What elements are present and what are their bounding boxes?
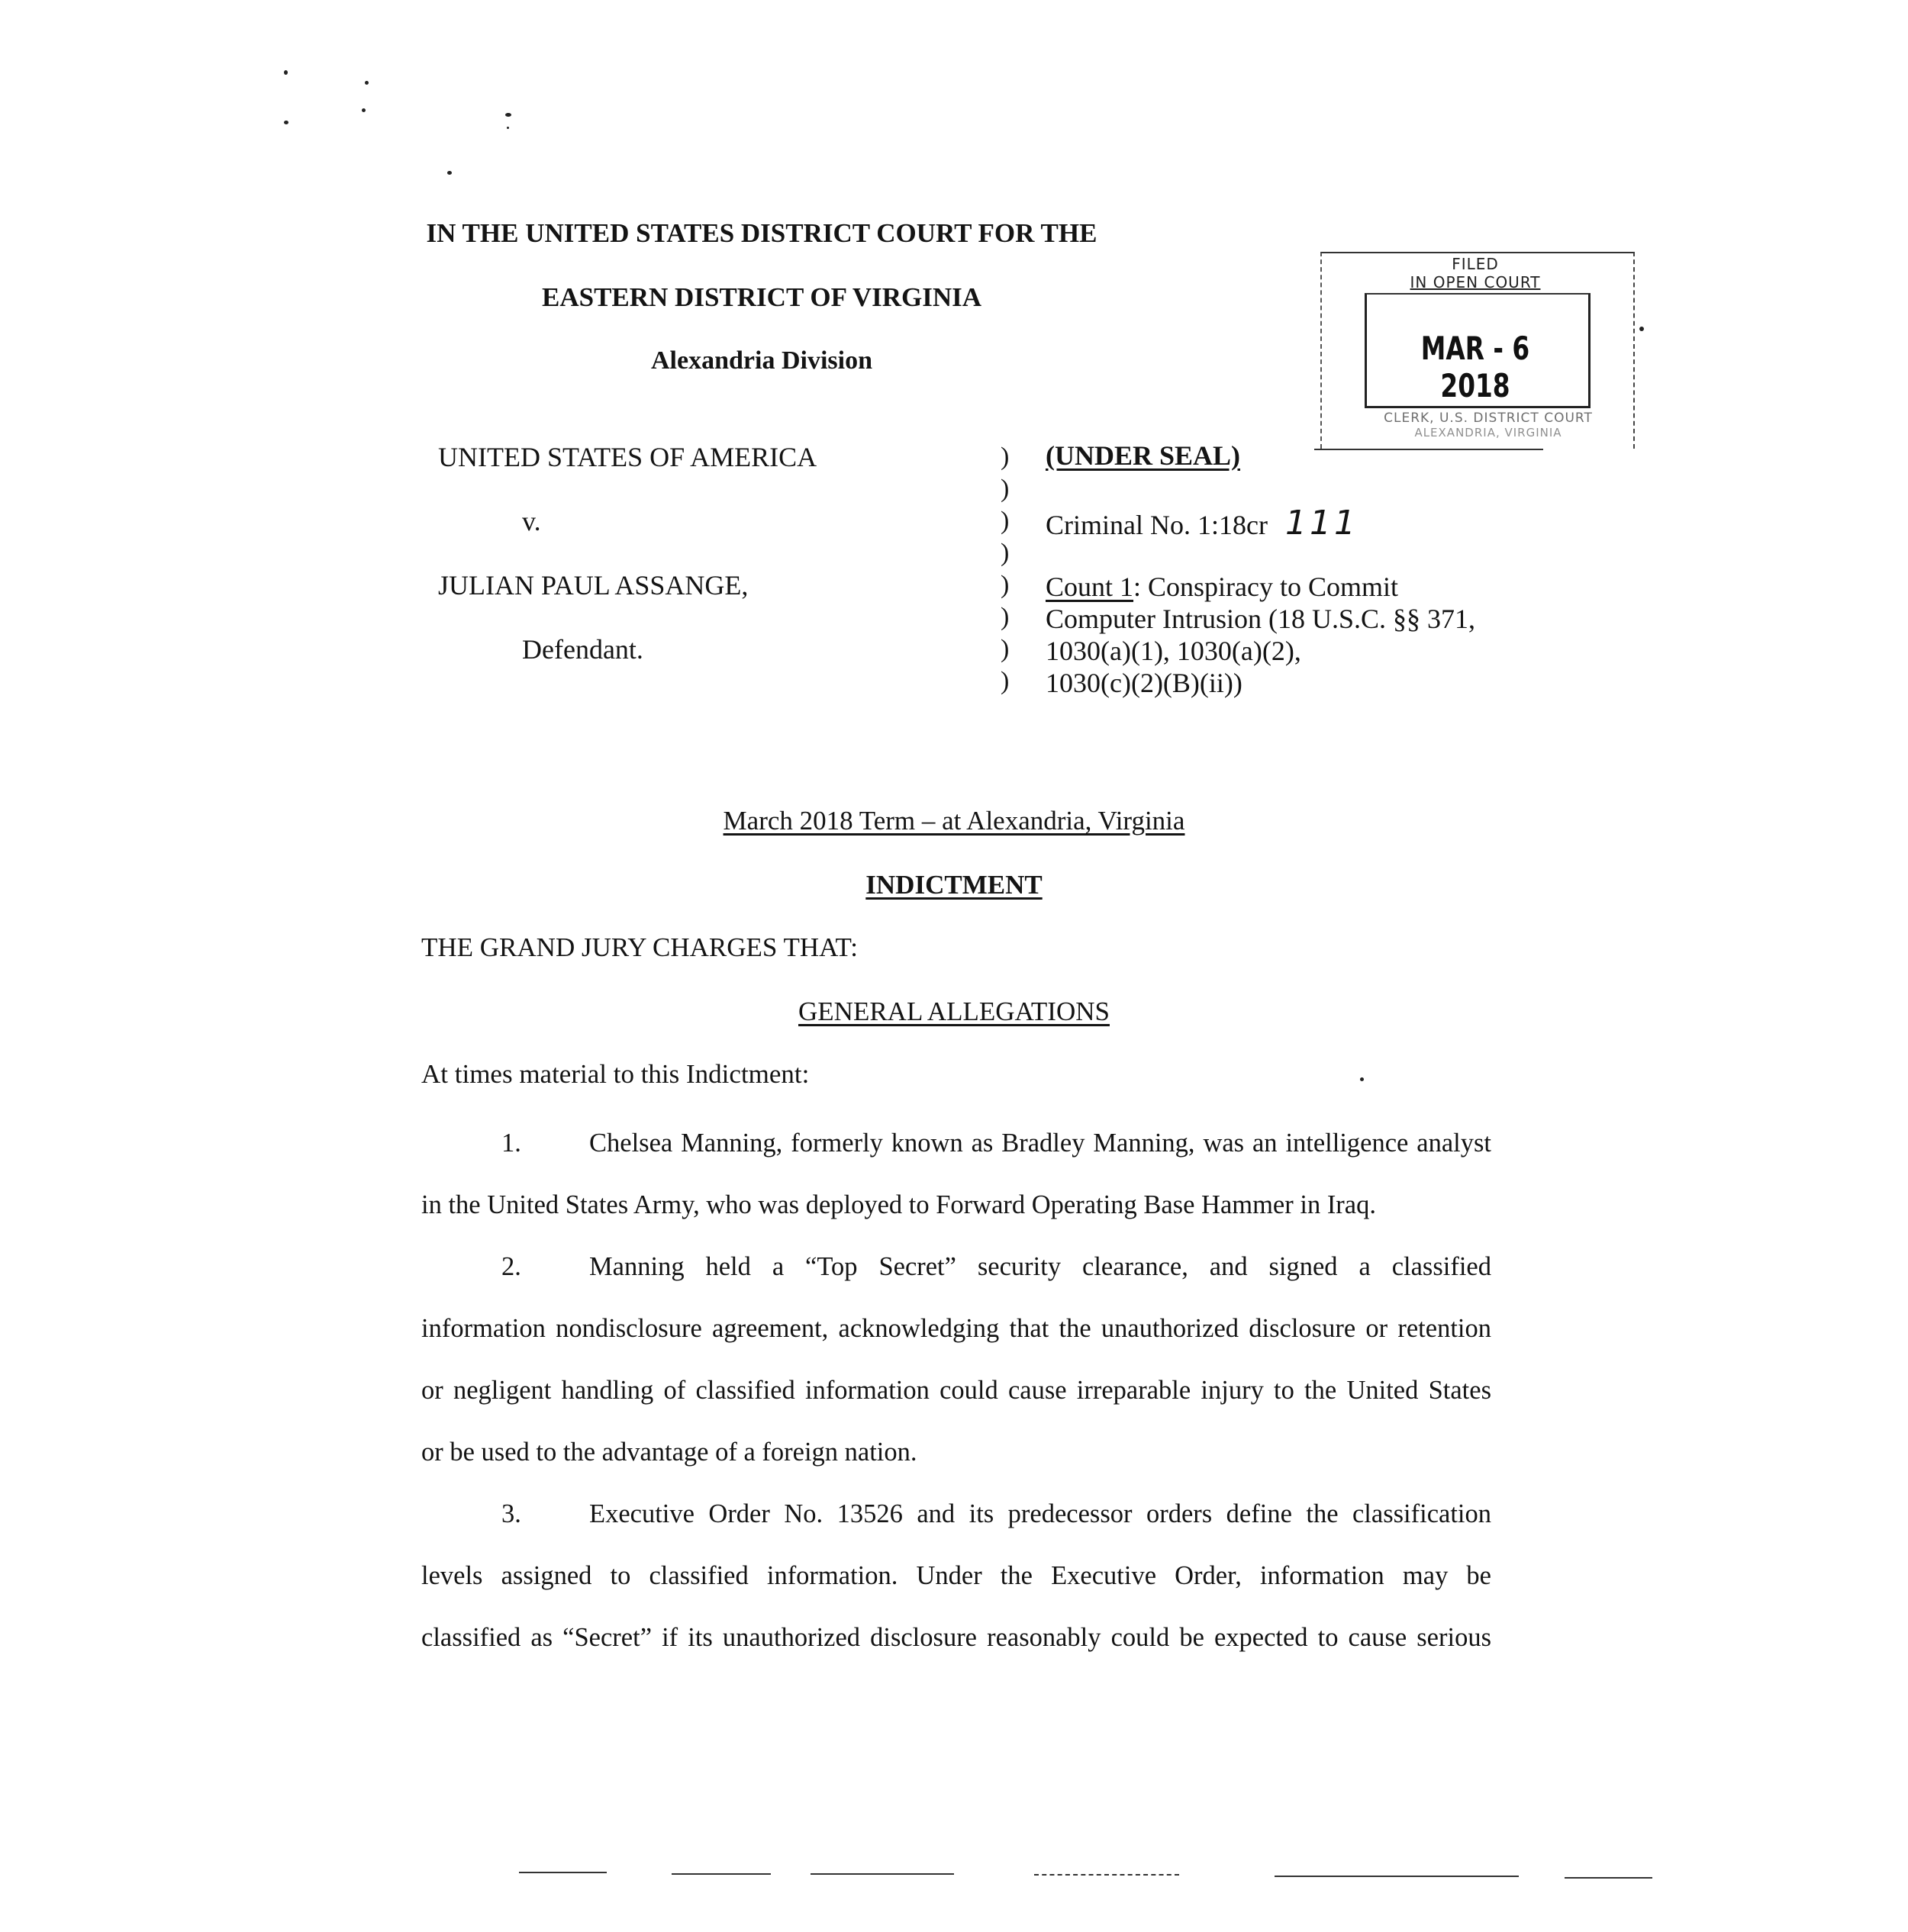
paragraph-number: 3.	[501, 1499, 521, 1528]
scan-dash	[672, 1873, 771, 1875]
defendant-name: JULIAN PAUL ASSANGE,	[438, 570, 749, 601]
scan-speck	[447, 171, 452, 175]
scan-speck	[284, 121, 288, 124]
paren: )	[1001, 667, 1010, 695]
paragraph-number: 1.	[501, 1129, 521, 1158]
paragraph-line: 2. Manning held a “Top Secret” security clearance, and signed a classified	[421, 1236, 1491, 1298]
stamp-city: ALEXANDRIA, VIRGINIA	[1414, 426, 1562, 440]
scan-speck	[1360, 1077, 1364, 1081]
paragraph-1	[421, 1113, 1491, 1236]
scan-dash	[1275, 1876, 1519, 1877]
scan-speck	[365, 81, 369, 85]
paragraph-line: classified as “Secret” if its unauthorized disclosure reasonably could be expected to cause serious	[421, 1623, 1491, 1652]
count-description: : Conspiracy to Commit	[1133, 572, 1399, 602]
paren: )	[1001, 539, 1010, 567]
scan-dash	[1565, 1877, 1652, 1879]
defendant-label: Defendant.	[522, 634, 643, 665]
grand-jury-charges: THE GRAND JURY CHARGES THAT:	[421, 932, 858, 962]
paren: )	[1001, 507, 1010, 535]
paragraph-line: levels assigned to classified information. Under the Executive Order, information may be	[421, 1561, 1491, 1590]
scan-speck	[505, 113, 511, 117]
term-line: March 2018 Term – at Alexandria, Virginia	[723, 806, 1185, 836]
criminal-number-label: Criminal No. 1:18cr	[1046, 510, 1268, 540]
paragraph-line: or be used to the advantage of a foreign nation.	[421, 1438, 917, 1467]
criminal-number	[1046, 504, 1358, 543]
count-line-2: Computer Intrusion (18 U.S.C. §§ 371,	[1046, 604, 1475, 634]
scan-speck	[284, 70, 288, 75]
scan-speck	[507, 127, 509, 129]
paragraph-number: 2.	[501, 1252, 521, 1281]
paragraph-3	[421, 1483, 1491, 1669]
paren: )	[1001, 635, 1010, 663]
stamp-underline	[1314, 449, 1543, 450]
paragraph-line: 1. Chelsea Manning, formerly known as Bradley Manning, was an intelligence analyst	[421, 1113, 1491, 1174]
document-title: INDICTMENT	[865, 870, 1043, 900]
section-heading: GENERAL ALLEGATIONS	[798, 997, 1110, 1026]
court-division: Alexandria Division	[651, 346, 872, 375]
count-line-4: 1030(c)(2)(B)(ii))	[1046, 668, 1242, 698]
paren: )	[1001, 603, 1010, 631]
scan-dash	[1034, 1874, 1179, 1876]
versus: v.	[522, 506, 541, 536]
scan-dash	[519, 1872, 607, 1873]
criminal-number-handwritten: 111	[1284, 504, 1358, 543]
stamp-filed: FILED	[1452, 255, 1499, 273]
paren: )	[1001, 571, 1010, 599]
scan-dash	[811, 1873, 954, 1875]
court-name-line1: IN THE UNITED STATES DISTRICT COURT FOR THE	[426, 218, 1097, 248]
paragraph-line: information nondisclosure agreement, acknowledging that the unauthorized disclosure or retention	[421, 1314, 1491, 1343]
paragraph-line: 3. Executive Order No. 13526 and its predecessor orders define the classification	[421, 1483, 1491, 1545]
stamp-date: MAR - 6 2018	[1420, 330, 1530, 404]
scan-speck	[362, 108, 366, 112]
court-name-line2: EASTERN DISTRICT OF VIRGINIA	[541, 282, 982, 312]
plaintiff: UNITED STATES OF AMERICA	[438, 442, 817, 472]
count-line-1	[1046, 571, 1398, 603]
paren: )	[1001, 475, 1010, 503]
paragraph-line: or negligent handling of classified information could cause irreparable injury to the United States	[421, 1376, 1491, 1405]
count-label: Count 1	[1046, 572, 1134, 602]
stamp-clerk: CLERK, U.S. DISTRICT COURT	[1384, 411, 1593, 426]
under-seal: (UNDER SEAL)	[1046, 440, 1241, 471]
stamp-in-open-court: IN OPEN COURT	[1410, 273, 1541, 291]
scan-speck	[1639, 327, 1644, 331]
paragraph-line: in the United States Army, who was deployed to Forward Operating Base Hammer in Iraq.	[421, 1190, 1376, 1219]
count-line-3: 1030(a)(1), 1030(a)(2),	[1046, 636, 1301, 666]
paren: )	[1001, 443, 1010, 471]
intro-line: At times material to this Indictment:	[421, 1059, 810, 1089]
paragraph-2	[421, 1236, 1491, 1483]
